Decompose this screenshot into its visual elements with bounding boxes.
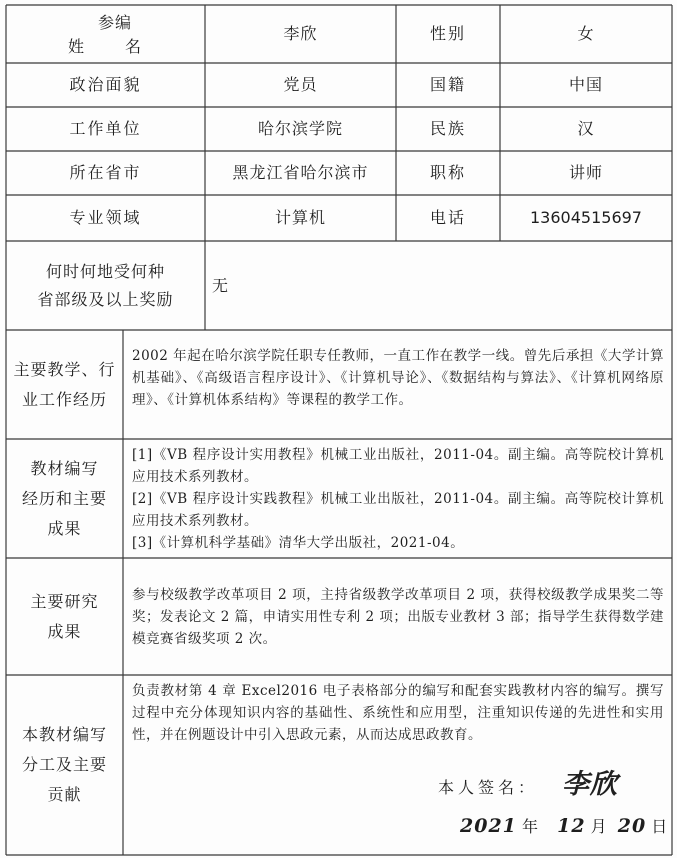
experience-label-line1: 主要教学、行	[13, 359, 116, 379]
name-label-bottom: 姓 名	[68, 37, 145, 56]
politics-label: 政治面貌	[69, 75, 142, 94]
contribution-label	[6, 675, 123, 855]
name-label	[6, 5, 205, 63]
date-day-unit: 日	[651, 817, 668, 836]
textbooks-list	[132, 444, 664, 554]
province-label: 所在省市	[69, 163, 142, 182]
contribution-text: 负责教材第 4 章 Excel2016 电子表格部分的编写和配套实践教材内容的编写。撰写过程中充分体现知识内容的基础性、系统性和应用型，注重知识传递的先进性和实用性，并在例题设计中引入思政元素，从而达成思政教育。	[132, 683, 664, 743]
date-year: 2021	[460, 815, 517, 837]
date-day: 20	[617, 815, 647, 837]
research-text: 参与校级教学改革项目 2 项，主持省级教学改革项目 2 项，获得校级教学成果奖二等奖；发表论文 2 篇，申请实用性专利 2 项；出版专业教材 3 部；指导学生获得数学建模竞赛省级奖项 2 次。	[132, 587, 665, 647]
date-month: 12	[557, 815, 586, 837]
nationality-value: 中国	[568, 75, 603, 94]
ethnicity-label: 民族	[429, 119, 466, 138]
contribution-label-line3: 贡献	[47, 785, 82, 804]
ethnicity-value: 汉	[577, 119, 595, 138]
field-label: 专业领域	[69, 208, 142, 227]
name-label-top: 参编	[98, 13, 133, 32]
handwritten-signature: 李欣	[562, 769, 618, 800]
field-value: 计算机	[274, 208, 326, 227]
awards-value: 无	[212, 275, 230, 295]
title-label: 职称	[429, 163, 466, 182]
textbooks-label	[6, 439, 123, 558]
textbook-item: [2]《VB 程序设计实践教程》机械工业出版社，2011-04。副主编。高等院校计算机应用技术系列教材。	[132, 491, 664, 529]
title-value: 讲师	[568, 163, 603, 182]
date-year-unit: 年	[521, 817, 538, 836]
contribution-label-line2: 分工及主要	[21, 755, 107, 774]
phone-label: 电话	[429, 208, 466, 227]
gender-value: 女	[577, 24, 595, 43]
employer-label: 工作单位	[69, 119, 142, 138]
employer-value: 哈尔滨学院	[257, 119, 343, 138]
contribution-label-line1: 本教材编写	[21, 725, 107, 744]
textbook-item: [3]《计算机科学基础》清华大学出版社，2021-04。	[132, 535, 465, 551]
gender-label: 性别	[429, 24, 466, 43]
signature-label: 本人签名：	[438, 778, 539, 797]
province-value: 黑龙江省哈尔滨市	[232, 163, 369, 182]
experience-label	[6, 330, 123, 439]
awards-label-line1: 何时何地受何种	[45, 261, 165, 281]
nationality-label: 国籍	[429, 75, 466, 94]
signature-date	[460, 814, 667, 837]
textbook-item: [1]《VB 程序设计实用教程》机械工业出版社，2011-04。副主编。高等院校计算机应用技术系列教材。	[132, 447, 664, 485]
textbooks-label-line3: 成果	[47, 518, 82, 538]
textbooks-label-line2: 经历和主要	[21, 488, 107, 508]
research-label-line1: 主要研究	[30, 591, 99, 611]
name-value: 李欣	[283, 24, 318, 43]
textbooks-label-line1: 教材编写	[30, 458, 99, 478]
research-label-line2: 成果	[47, 621, 82, 641]
experience-text: 2002 年起在哈尔滨学院任职专任教师，一直工作在教学一线。曾先后承担《大学计算机基础》、《高级语言程序设计》、《计算机导论》、《数据结构与算法》、《计算机网络原理》、《计算机体系结构》等课程的教学工作。	[132, 348, 664, 408]
awards-label	[6, 241, 205, 330]
awards-label-line2: 省部级及以上奖励	[37, 289, 174, 309]
politics-value: 党员	[283, 75, 318, 94]
research-label	[6, 558, 123, 675]
experience-label-line2: 业工作经历	[21, 389, 107, 409]
phone-value: 13604515697	[530, 208, 642, 227]
date-month-unit: 月	[590, 817, 607, 836]
